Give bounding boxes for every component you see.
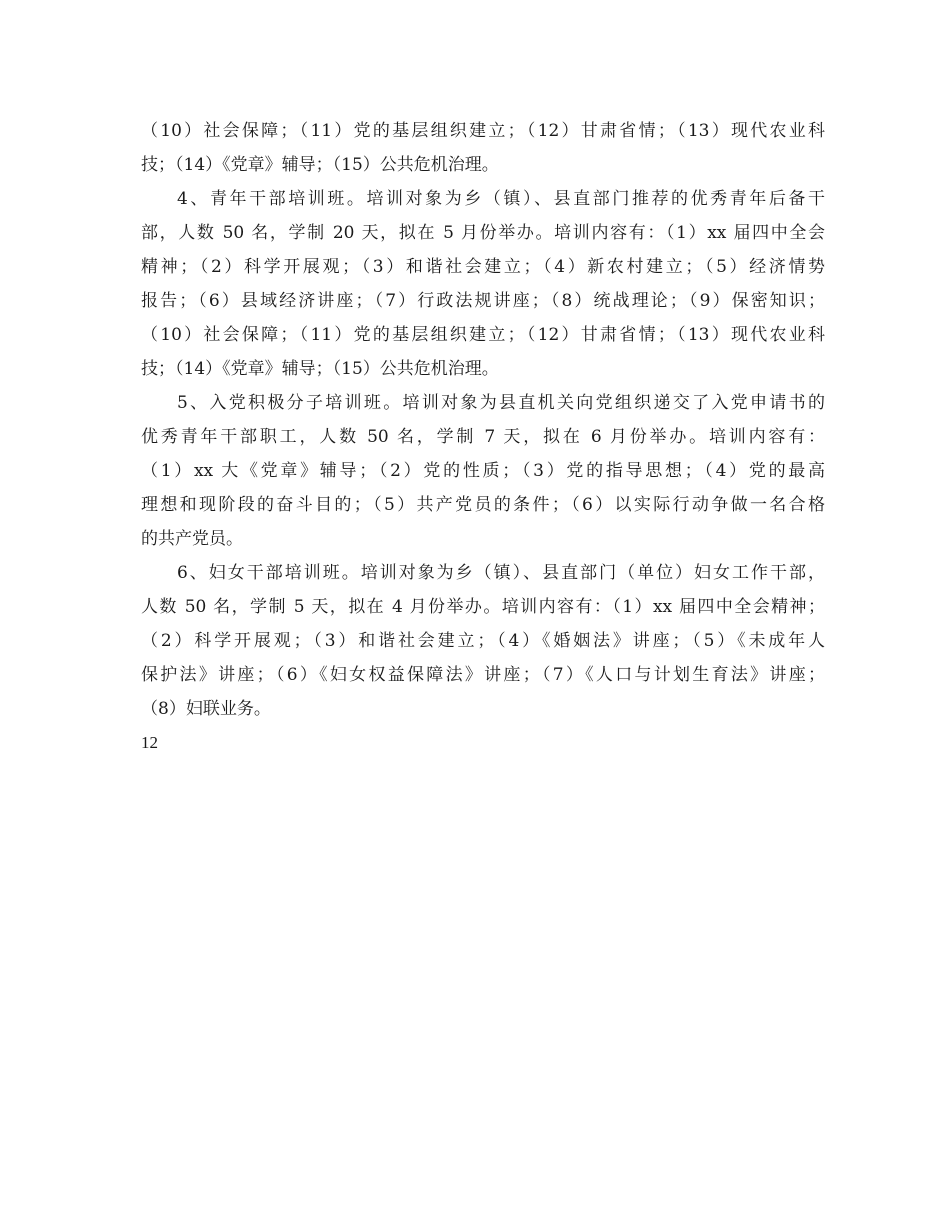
text-line: 报告；（6）县域经济讲座；（7）行政法规讲座；（8）统战理论；（9）保密知识； bbox=[141, 291, 825, 311]
text-line: （10）社会保障；（11）党的基层组织建立；（12）甘肃省情；（13）现代农业科 bbox=[141, 121, 825, 141]
document-body bbox=[141, 114, 825, 760]
text-line: 人数 50 名，学制 5 天，拟在 4 月份举办。培训内容有：（1）xx 届四中全会精神； bbox=[141, 597, 825, 617]
text-line: （8）妇联业务。 bbox=[141, 699, 271, 719]
text-line: 部，人数 50 名，学制 20 天，拟在 5 月份举办。培训内容有：（1）xx 届四中全会 bbox=[141, 223, 825, 243]
text-line: （10）社会保障；（11）党的基层组织建立；（12）甘肃省情；（13）现代农业科 bbox=[141, 325, 825, 345]
page-number: 12 bbox=[141, 733, 158, 752]
text-line: 的共产党员。 bbox=[141, 529, 243, 549]
text-line: 技；（14）《党章》辅导；（15）公共危机治理。 bbox=[141, 155, 499, 175]
text-line: 技；（14）《党章》辅导；（15）公共危机治理。 bbox=[141, 359, 499, 379]
text-line: 精神；（2）科学开展观；（3）和谐社会建立；（4）新农村建立；（5）经济情势 bbox=[141, 257, 825, 277]
text-line: 保护法》讲座；（6）《妇女权益保障法》讲座；（7）《人口与计划生育法》讲座； bbox=[141, 665, 825, 685]
text-line: 理想和现阶段的奋斗目的；（5）共产党员的条件；（6）以实际行动争做一名合格 bbox=[141, 495, 825, 515]
paragraph-heading-party-activists: 5、入党积极分子培训班。培训对象为县直机关向党组织递交了入党申请书的 bbox=[177, 393, 825, 413]
text-line: （2）科学开展观；（3）和谐社会建立；（4）《婚姻法》讲座；（5）《未成年人 bbox=[141, 631, 825, 651]
text-line: （1）xx 大《党章》辅导；（2）党的性质；（3）党的指导思想；（4）党的最高 bbox=[141, 461, 825, 481]
paragraph-heading-women-cadre: 6、妇女干部培训班。培训对象为乡（镇）、县直部门（单位）妇女工作干部， bbox=[177, 563, 825, 583]
text-line: 优秀青年干部职工，人数 50 名，学制 7 天，拟在 6 月份举办。培训内容有： bbox=[141, 427, 825, 447]
paragraph-heading-youth-cadre: 4、青年干部培训班。培训对象为乡（镇）、县直部门推荐的优秀青年后备干 bbox=[177, 189, 825, 209]
